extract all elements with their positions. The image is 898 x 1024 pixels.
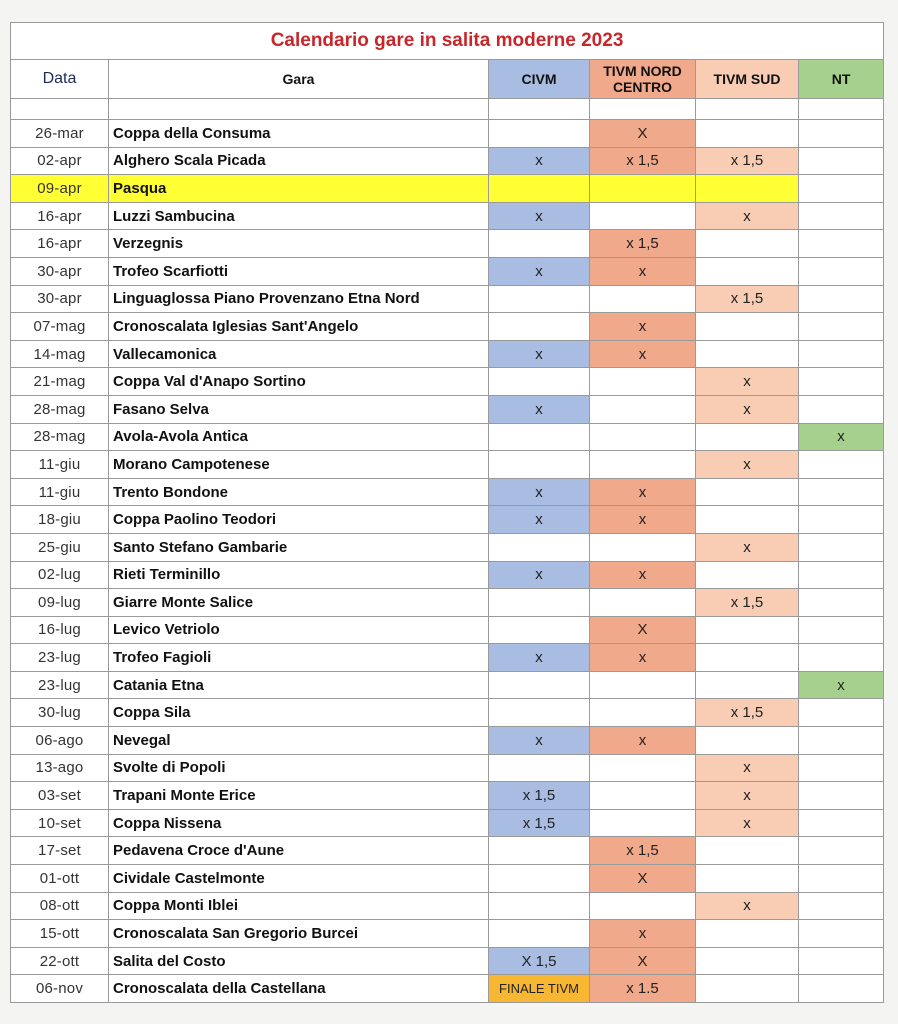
race-date: 23-lug xyxy=(11,671,109,699)
table-row xyxy=(11,727,884,755)
tivm-sud-mark: x xyxy=(696,809,799,837)
tivm-sud-mark xyxy=(696,478,799,506)
race-name: Salita del Costo xyxy=(109,947,489,975)
race-name: Luzzi Sambucina xyxy=(109,202,489,230)
table-row xyxy=(11,257,884,285)
table-row xyxy=(11,368,884,396)
nt-mark xyxy=(799,865,884,893)
tivm-sud-mark: x xyxy=(696,533,799,561)
tivm-sud-mark xyxy=(696,947,799,975)
tivm-nord-mark xyxy=(590,533,696,561)
race-name: Cividale Castelmonte xyxy=(109,865,489,893)
race-date: 30-lug xyxy=(11,699,109,727)
table-row xyxy=(11,533,884,561)
table-row xyxy=(11,699,884,727)
nt-mark xyxy=(799,175,884,203)
race-date: 30-apr xyxy=(11,285,109,313)
tivm-sud-mark xyxy=(696,340,799,368)
tivm-sud-mark: x 1,5 xyxy=(696,699,799,727)
race-name: Avola-Avola Antica xyxy=(109,423,489,451)
nt-mark xyxy=(799,561,884,589)
nt-mark xyxy=(799,699,884,727)
header-tivm-nord-line1: TIVM NORD xyxy=(603,63,682,79)
table-row xyxy=(11,920,884,948)
table-row xyxy=(11,120,884,148)
nt-mark xyxy=(799,589,884,617)
tivm-nord-mark xyxy=(590,395,696,423)
table-row xyxy=(11,809,884,837)
tivm-nord-mark xyxy=(590,423,696,451)
race-name: Rieti Terminillo xyxy=(109,561,489,589)
race-name: Trofeo Scarfiotti xyxy=(109,257,489,285)
table-row xyxy=(11,589,884,617)
nt-mark xyxy=(799,782,884,810)
race-date: 02-apr xyxy=(11,147,109,175)
nt-mark: x xyxy=(799,423,884,451)
race-name: Morano Campotenese xyxy=(109,451,489,479)
tivm-nord-mark xyxy=(590,754,696,782)
nt-mark xyxy=(799,202,884,230)
civm-mark: x xyxy=(489,561,590,589)
civm-mark: x xyxy=(489,202,590,230)
civm-mark: FINALE TIVM xyxy=(489,975,590,1003)
civm-mark xyxy=(489,368,590,396)
civm-mark xyxy=(489,754,590,782)
nt-mark xyxy=(799,837,884,865)
nt-mark xyxy=(799,478,884,506)
nt-mark xyxy=(799,533,884,561)
tivm-nord-mark xyxy=(590,892,696,920)
civm-mark xyxy=(489,589,590,617)
nt-mark xyxy=(799,120,884,148)
tivm-sud-mark xyxy=(696,257,799,285)
civm-mark xyxy=(489,837,590,865)
race-name: Trento Bondone xyxy=(109,478,489,506)
tivm-nord-mark: X xyxy=(590,947,696,975)
civm-mark xyxy=(489,175,590,203)
tivm-nord-mark: x xyxy=(590,920,696,948)
civm-mark xyxy=(489,120,590,148)
race-date: 18-giu xyxy=(11,506,109,534)
tivm-nord-mark: x 1,5 xyxy=(590,837,696,865)
race-name: Cronoscalata della Castellana xyxy=(109,975,489,1003)
nt-mark xyxy=(799,754,884,782)
tivm-sud-mark: x xyxy=(696,395,799,423)
race-date: 10-set xyxy=(11,809,109,837)
civm-mark: x xyxy=(489,340,590,368)
race-name: Svolte di Popoli xyxy=(109,754,489,782)
nt-mark xyxy=(799,892,884,920)
table-row xyxy=(11,313,884,341)
tivm-nord-mark xyxy=(590,699,696,727)
table-row xyxy=(11,147,884,175)
tivm-nord-mark xyxy=(590,782,696,810)
table-row xyxy=(11,782,884,810)
race-date: 16-apr xyxy=(11,230,109,258)
spreadsheet xyxy=(10,22,883,1003)
nt-mark xyxy=(799,257,884,285)
header-tivm-nord-line2: CENTRO xyxy=(612,79,673,95)
nt-mark xyxy=(799,616,884,644)
civm-mark xyxy=(489,451,590,479)
table-row xyxy=(11,892,884,920)
tivm-sud-mark xyxy=(696,920,799,948)
civm-mark: x xyxy=(489,395,590,423)
race-date: 09-lug xyxy=(11,589,109,617)
civm-mark: x xyxy=(489,727,590,755)
nt-mark xyxy=(799,644,884,672)
nt-mark xyxy=(799,340,884,368)
nt-mark xyxy=(799,975,884,1003)
civm-mark: X 1,5 xyxy=(489,947,590,975)
table-row xyxy=(11,230,884,258)
civm-mark xyxy=(489,892,590,920)
tivm-nord-mark: x xyxy=(590,727,696,755)
race-date: 21-mag xyxy=(11,368,109,396)
tivm-sud-mark xyxy=(696,561,799,589)
tivm-nord-mark: x 1.5 xyxy=(590,975,696,1003)
race-date: 06-nov xyxy=(11,975,109,1003)
civm-mark xyxy=(489,423,590,451)
civm-mark: x xyxy=(489,506,590,534)
header-nt: NT xyxy=(799,60,884,99)
table-row xyxy=(11,175,884,203)
race-date: 01-ott xyxy=(11,865,109,893)
race-name: Catania Etna xyxy=(109,671,489,699)
tivm-sud-mark: x xyxy=(696,451,799,479)
table-row xyxy=(11,395,884,423)
tivm-sud-mark xyxy=(696,230,799,258)
table-row xyxy=(11,975,884,1003)
tivm-sud-mark: x xyxy=(696,202,799,230)
civm-mark xyxy=(489,533,590,561)
race-name: Santo Stefano Gambarie xyxy=(109,533,489,561)
header-tivm-nord-centro xyxy=(590,60,696,99)
civm-mark xyxy=(489,313,590,341)
civm-mark xyxy=(489,671,590,699)
race-date: 22-ott xyxy=(11,947,109,975)
tivm-sud-mark: x 1,5 xyxy=(696,147,799,175)
tivm-nord-mark: x xyxy=(590,313,696,341)
tivm-sud-mark xyxy=(696,120,799,148)
race-date: 28-mag xyxy=(11,395,109,423)
race-date: 28-mag xyxy=(11,423,109,451)
tivm-nord-mark xyxy=(590,175,696,203)
nt-mark xyxy=(799,727,884,755)
nt-mark xyxy=(799,947,884,975)
nt-mark xyxy=(799,920,884,948)
tivm-nord-mark xyxy=(590,202,696,230)
race-date: 16-lug xyxy=(11,616,109,644)
race-date: 13-ago xyxy=(11,754,109,782)
tivm-nord-mark: x xyxy=(590,506,696,534)
tivm-nord-mark xyxy=(590,368,696,396)
tivm-sud-mark xyxy=(696,727,799,755)
tivm-nord-mark: x xyxy=(590,257,696,285)
tivm-sud-mark: x 1,5 xyxy=(696,285,799,313)
tivm-sud-mark: x xyxy=(696,782,799,810)
table-row xyxy=(11,340,884,368)
table-row xyxy=(11,671,884,699)
civm-mark: x xyxy=(489,257,590,285)
race-date: 26-mar xyxy=(11,120,109,148)
race-name: Levico Vetriolo xyxy=(109,616,489,644)
table-row xyxy=(11,285,884,313)
race-date: 02-lug xyxy=(11,561,109,589)
race-name: Cronoscalata Iglesias Sant'Angelo xyxy=(109,313,489,341)
tivm-nord-mark xyxy=(590,285,696,313)
race-date: 16-apr xyxy=(11,202,109,230)
table-row xyxy=(11,561,884,589)
race-date: 30-apr xyxy=(11,257,109,285)
race-name: Trofeo Fagioli xyxy=(109,644,489,672)
race-name: Coppa della Consuma xyxy=(109,120,489,148)
nt-mark xyxy=(799,313,884,341)
nt-mark xyxy=(799,809,884,837)
tivm-nord-mark: x 1,5 xyxy=(590,147,696,175)
tivm-sud-mark xyxy=(696,616,799,644)
tivm-sud-mark xyxy=(696,865,799,893)
tivm-sud-mark: x xyxy=(696,892,799,920)
tivm-nord-mark: x xyxy=(590,644,696,672)
tivm-nord-mark: x xyxy=(590,340,696,368)
table-row xyxy=(11,478,884,506)
race-name: Vallecamonica xyxy=(109,340,489,368)
table-row xyxy=(11,202,884,230)
tivm-nord-mark xyxy=(590,671,696,699)
tivm-nord-mark: X xyxy=(590,616,696,644)
tivm-nord-mark xyxy=(590,809,696,837)
spacer-row xyxy=(11,99,884,120)
header-gara: Gara xyxy=(109,60,489,99)
nt-mark xyxy=(799,395,884,423)
tivm-nord-mark: x xyxy=(590,478,696,506)
race-calendar-table xyxy=(10,22,884,1003)
civm-mark: x 1,5 xyxy=(489,782,590,810)
civm-mark: x 1,5 xyxy=(489,809,590,837)
table-row xyxy=(11,423,884,451)
tivm-sud-mark xyxy=(696,837,799,865)
race-name: Alghero Scala Picada xyxy=(109,147,489,175)
tivm-sud-mark xyxy=(696,975,799,1003)
race-name: Coppa Monti Iblei xyxy=(109,892,489,920)
tivm-sud-mark: x 1,5 xyxy=(696,589,799,617)
table-row xyxy=(11,451,884,479)
table-row xyxy=(11,644,884,672)
race-name: Giarre Monte Salice xyxy=(109,589,489,617)
race-name: Coppa Paolino Teodori xyxy=(109,506,489,534)
race-name: Verzegnis xyxy=(109,230,489,258)
race-date: 25-giu xyxy=(11,533,109,561)
nt-mark: x xyxy=(799,671,884,699)
race-name: Trapani Monte Erice xyxy=(109,782,489,810)
nt-mark xyxy=(799,230,884,258)
table-row xyxy=(11,837,884,865)
civm-mark: x xyxy=(489,478,590,506)
race-date: 07-mag xyxy=(11,313,109,341)
civm-mark xyxy=(489,616,590,644)
table-row xyxy=(11,754,884,782)
nt-mark xyxy=(799,506,884,534)
tivm-sud-mark: x xyxy=(696,368,799,396)
table-title: Calendario gare in salita moderne 2023 xyxy=(11,23,884,60)
race-date: 17-set xyxy=(11,837,109,865)
civm-mark xyxy=(489,920,590,948)
header-data: Data xyxy=(11,60,109,99)
civm-mark: x xyxy=(489,147,590,175)
race-name: Pedavena Croce d'Aune xyxy=(109,837,489,865)
header-tivm-sud: TIVM SUD xyxy=(696,60,799,99)
tivm-sud-mark: x xyxy=(696,754,799,782)
nt-mark xyxy=(799,285,884,313)
tivm-nord-mark: x 1,5 xyxy=(590,230,696,258)
tivm-sud-mark xyxy=(696,671,799,699)
nt-mark xyxy=(799,147,884,175)
tivm-nord-mark xyxy=(590,589,696,617)
nt-mark xyxy=(799,451,884,479)
race-date: 14-mag xyxy=(11,340,109,368)
nt-mark xyxy=(799,368,884,396)
civm-mark xyxy=(489,285,590,313)
tivm-nord-mark: x xyxy=(590,561,696,589)
race-date: 03-set xyxy=(11,782,109,810)
tivm-sud-mark xyxy=(696,423,799,451)
race-date: 11-giu xyxy=(11,478,109,506)
race-name: Linguaglossa Piano Provenzano Etna Nord xyxy=(109,285,489,313)
civm-mark xyxy=(489,230,590,258)
race-name: Coppa Nissena xyxy=(109,809,489,837)
table-row xyxy=(11,616,884,644)
tivm-nord-mark xyxy=(590,451,696,479)
tivm-sud-mark xyxy=(696,506,799,534)
race-name: Coppa Val d'Anapo Sortino xyxy=(109,368,489,396)
race-name: Nevegal xyxy=(109,727,489,755)
race-name: Pasqua xyxy=(109,175,489,203)
civm-mark: x xyxy=(489,644,590,672)
race-name: Coppa Sila xyxy=(109,699,489,727)
header-civm: CIVM xyxy=(489,60,590,99)
civm-mark xyxy=(489,699,590,727)
table-row xyxy=(11,947,884,975)
race-date: 09-apr xyxy=(11,175,109,203)
table-row xyxy=(11,865,884,893)
race-date: 06-ago xyxy=(11,727,109,755)
race-date: 15-ott xyxy=(11,920,109,948)
tivm-nord-mark: X xyxy=(590,865,696,893)
race-date: 23-lug xyxy=(11,644,109,672)
tivm-sud-mark xyxy=(696,175,799,203)
race-name: Fasano Selva xyxy=(109,395,489,423)
civm-mark xyxy=(489,865,590,893)
race-date: 08-ott xyxy=(11,892,109,920)
table-row xyxy=(11,506,884,534)
tivm-sud-mark xyxy=(696,644,799,672)
tivm-nord-mark: X xyxy=(590,120,696,148)
tivm-sud-mark xyxy=(696,313,799,341)
race-date: 11-giu xyxy=(11,451,109,479)
race-name: Cronoscalata San Gregorio Burcei xyxy=(109,920,489,948)
